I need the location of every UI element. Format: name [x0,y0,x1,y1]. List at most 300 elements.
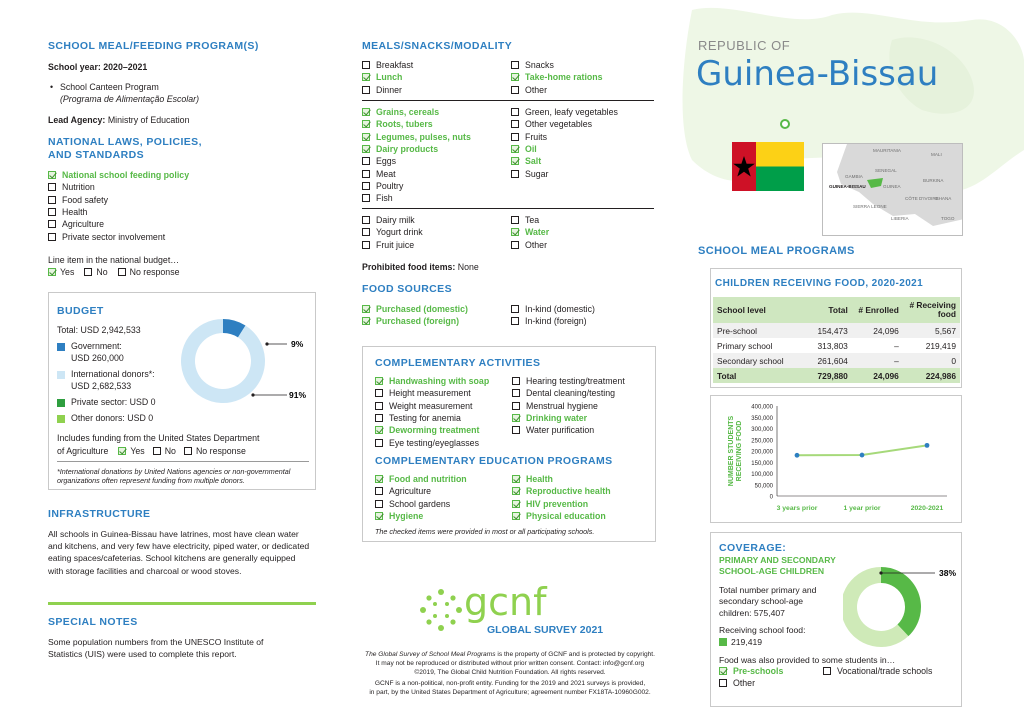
education-label: Physical education [526,511,606,522]
usda-no[interactable] [153,445,176,457]
education-left [375,473,467,522]
food-label: Green, leafy vegetables [525,107,618,118]
budget-legend-value: USD 260,000 [71,352,124,363]
checkbox-icon[interactable] [362,228,370,236]
checkbox-icon[interactable] [153,447,161,455]
budget-donut [181,309,313,413]
credits [350,651,670,698]
checkbox-icon[interactable] [375,487,383,495]
checkbox-icon[interactable] [362,241,370,249]
usda-row [57,445,246,457]
checkbox-icon[interactable] [512,512,520,520]
also-other[interactable] [719,677,783,689]
budget-legend-item [57,369,155,392]
legend-swatch [57,415,65,423]
coverage-swatch [719,638,727,646]
activity-label: Handwashing with soap [389,376,490,387]
program-bullet: • [50,82,54,92]
activity-hearing-testing-treatment[interactable] [512,375,625,387]
coverage-total-3: children: 575,407 [719,607,785,618]
law-label: Agriculture [62,219,105,230]
total-enrolled: 24,096 [852,368,903,383]
budget-leader-dot-intl [251,393,254,396]
complementary-box [362,346,656,542]
credits-line-4: GCNF is a non-political, non-profit entity. Funding for the 2019 and 2021 surveys is provided, [374,680,646,688]
activity-label: Drinking water [526,413,588,424]
food-salt[interactable] [511,155,618,167]
meals-group-2-right [511,106,618,180]
gcnf-logo-subtitle: GLOBAL SURVEY 2021 [487,624,604,636]
lead-agency-label: Lead Agency: [48,115,106,125]
source-in-kind-foreign[interactable] [511,315,595,327]
meal-label: Other [525,84,548,95]
students-line-chart [711,396,961,522]
data-point [860,453,865,458]
drink-label: Water [525,227,550,238]
credits-line-1-title: The Global Survey of School Meal Programs [365,651,496,658]
table-cell: 24,096 [852,323,903,338]
budget-line-options [48,266,180,278]
checkbox-icon[interactable] [375,439,383,447]
col-enrolled: # Enrolled [852,297,903,323]
infrastructure-heading: INFRASTRUCTURE [48,508,151,520]
food-meat[interactable] [362,167,471,179]
drink-fruit-juice[interactable] [362,239,423,251]
meal-other[interactable] [511,84,603,96]
food-label: Legumes, pulses, nuts [376,131,471,142]
activity-drinking-water[interactable] [512,412,625,424]
meal-snacks[interactable] [511,59,603,71]
gcnf-logo-word: gcnf [464,580,547,624]
education-health[interactable] [512,473,611,485]
food-dairy-products[interactable] [362,143,471,155]
coverage-also-right [823,665,932,677]
budget-divider [57,461,309,462]
school-year [48,62,147,72]
budget-legend-item [57,341,124,364]
education-heading: COMPLEMENTARY EDUCATION PROGRAMS [375,455,613,467]
checkbox-icon[interactable] [511,157,519,165]
meal-label: Snacks [525,60,554,71]
checkbox-icon[interactable] [118,268,126,276]
gcnf-logo-icon [418,588,464,632]
usda-yes[interactable] [118,445,144,457]
checkbox-icon[interactable] [362,61,370,69]
drink-yogurt-drink[interactable] [362,226,423,238]
prohibited-value: None [457,262,479,272]
checkbox-icon[interactable] [48,183,56,191]
activity-water-purification[interactable] [512,424,625,436]
infrastructure-text: All schools in Guinea-Bissau have latrines, most have clean water and kitchens, and very few have electricity, piped water, or dedicated eating spaces/cafeterias. School kitchens are generally equipped with storage facilities and charcoal or wood stoves. [48,529,310,576]
checkbox-icon[interactable] [512,475,520,483]
budget-legend-label: International donors*: [71,369,155,379]
activity-label: Testing for anemia [389,413,461,424]
checkbox-icon[interactable] [512,500,520,508]
meal-label: Lunch [376,72,403,83]
checkbox-icon[interactable] [48,208,56,216]
map-label: LIBERIA [891,216,909,221]
law-food-safety[interactable] [48,194,308,206]
drink-label: Fruit juice [376,239,415,250]
coverage-receiving-label: Receiving school food: [719,625,806,635]
checkbox-icon[interactable] [375,377,383,385]
checkbox-icon[interactable] [362,157,370,165]
checkbox-icon[interactable] [375,426,383,434]
map-label: SENEGAL [875,168,897,173]
education-food-and-nutrition[interactable] [375,473,467,485]
checkbox-icon[interactable] [375,402,383,410]
checkbox-icon[interactable] [362,182,370,190]
checkbox-icon[interactable] [375,512,383,520]
checkbox-icon[interactable] [719,667,727,675]
table-cell: – [894,340,899,351]
law-label: Health [62,207,88,218]
checkbox-icon[interactable] [823,667,831,675]
source-purchased-domestic[interactable] [362,303,468,315]
laws-heading [48,136,202,162]
country-name: Guinea-Bissau [696,54,939,94]
source-label: Purchased (domestic) [376,304,468,315]
checkbox-icon[interactable] [375,500,383,508]
programs-heading: SCHOOL MEAL PROGRAMS [698,245,855,257]
coverage-leader-dot [879,571,882,574]
data-point [925,443,930,448]
total-label: Total [713,368,801,383]
education-agriculture[interactable] [375,485,467,497]
food-label: Fruits [525,131,547,142]
law-agriculture[interactable] [48,218,308,230]
checkbox-icon[interactable] [362,145,370,153]
budget-legend-value: USD 2,682,533 [71,380,132,391]
also-pre-schools[interactable] [719,665,783,677]
food-other-vegetables[interactable] [511,118,618,130]
complementary-heading: COMPLEMENTARY ACTIVITIES [375,357,541,369]
coverage-also-text: Food was also provided to some students in… [719,655,896,665]
y-tick-label: 300,000 [751,427,773,433]
meals-group-2-left [362,106,471,204]
map-label: TOGO [941,216,955,221]
activity-label: Height measurement [389,388,471,399]
drink-dairy-milk[interactable] [362,214,423,226]
checkbox-icon[interactable] [362,194,370,202]
total-receiving: 224,986 [903,368,960,383]
sources-left [362,303,468,328]
checkbox-icon[interactable] [362,170,370,178]
food-legumes-pulses-nuts[interactable] [362,131,471,143]
table-cell: Primary school [717,340,773,351]
budget-legend-item [57,397,156,409]
checkbox-icon[interactable] [362,216,370,224]
checkbox-icon[interactable] [48,233,56,241]
activity-deworming-treatment[interactable] [375,424,489,436]
law-label: Private sector involvement [62,231,166,242]
coverage-percent: 38% [939,568,957,578]
food-grains-cereals[interactable] [362,106,471,118]
y-tick-label: 250,000 [751,438,773,445]
checkbox-icon[interactable] [48,220,56,228]
donut-slice-international [181,319,265,403]
education-physical-education[interactable] [512,510,611,522]
laws-list [48,169,308,243]
usda-label: No [164,446,176,457]
complementary-right [512,375,625,436]
green-rule [48,602,316,605]
table-cell: 154,473 [801,323,852,338]
law-health[interactable] [48,206,308,218]
food-fruits[interactable] [511,131,618,143]
checkbox-icon[interactable] [48,268,56,276]
col-receiving: # Receiving food [903,297,960,323]
activity-label: Menstrual hygiene [526,400,598,411]
checkbox-icon[interactable] [48,196,56,204]
law-national-school-feeding-policy[interactable] [48,169,308,181]
coverage-total-2: secondary school-age [719,596,804,607]
budget-footnote: *International donations by United Nations agencies or non-governmental organizations often represent funding from multiple donors. [57,467,291,486]
checkbox-icon[interactable] [511,216,519,224]
checkbox-icon[interactable] [512,389,520,397]
activity-label: Weight measurement [389,400,473,411]
budget-line-no-response[interactable] [118,266,180,278]
checkbox-icon[interactable] [84,268,92,276]
education-reproductive-health[interactable] [512,485,611,497]
food-oil[interactable] [511,143,618,155]
activity-label: Deworming treatment [389,425,480,436]
meal-take-home-rations[interactable] [511,71,603,83]
coverage-donut [843,561,961,653]
legend-swatch [57,371,65,379]
locator-map-shapes [823,144,963,236]
checkbox-icon[interactable] [719,679,727,687]
checkbox-icon[interactable] [362,317,370,325]
table-header-row [713,297,960,323]
table-cell: 261,604 [801,353,852,368]
table-cell: Secondary school [713,353,801,368]
checkbox-icon[interactable] [48,171,56,179]
coverage-subheading [719,555,836,577]
source-label: Purchased (foreign) [376,316,460,327]
food-roots-tubers[interactable] [362,118,471,130]
activity-label: Dental cleaning/testing [526,388,616,399]
law-nutrition[interactable] [48,181,308,193]
usda-no-response[interactable] [184,445,246,457]
budget-heading: BUDGET [57,305,104,317]
program-name: School Canteen Program [60,82,159,92]
col-school-level: School level [713,297,801,323]
checkbox-icon[interactable] [511,317,519,325]
col-total: Total [801,297,852,323]
table-cell: – [852,353,903,368]
x-tick-label: 1 year prior [843,505,881,512]
budget-legend-item [57,413,153,425]
education-school-gardens[interactable] [375,498,467,510]
checkbox-icon[interactable] [375,414,383,422]
x-tick-label: 3 years prior [776,505,818,512]
checkbox-icon[interactable] [362,120,370,128]
table-row [713,353,960,368]
credits-line-3: ©2019, The Global Child Nutrition Foundation. All rights reserved. [414,668,606,676]
also-label: Vocational/trade schools [837,666,933,677]
meal-dinner[interactable] [362,84,413,96]
law-label: Nutrition [62,182,95,193]
activity-weight-measurement[interactable] [375,400,489,412]
map-label: GHANA [935,196,952,201]
activity-height-measurement[interactable] [375,387,489,399]
checkbox-icon[interactable] [512,402,520,410]
budget-line-yes[interactable] [48,266,74,278]
also-vocational-trade-schools[interactable] [823,665,932,677]
budget-line-label: Yes [60,267,75,278]
food-label: Roots, tubers [376,119,433,130]
drink-tea[interactable] [511,214,549,226]
coverage-total [719,585,816,619]
checkbox-icon[interactable] [375,475,383,483]
also-label: Pre-schools [733,666,784,677]
checkbox-icon[interactable] [511,73,519,81]
checkbox-icon[interactable] [511,241,519,249]
checkbox-icon[interactable] [375,389,383,397]
checkbox-icon[interactable] [118,447,126,455]
map-label: GAMBIA [845,174,863,179]
program-heading: SCHOOL MEAL/FEEDING PROGRAM(S) [48,40,259,52]
x-tick-label: 2020-2021 [910,505,944,512]
food-label: Poultry [376,180,404,191]
y-tick-label: 50,000 [754,483,773,490]
table-cell: 5,567 [903,323,960,338]
activity-testing-for-anemia[interactable] [375,412,489,424]
law-label: Food safety [62,194,108,205]
activity-eye-testing-eyeglasses[interactable] [375,436,489,448]
coverage-receiving [719,637,762,647]
drink-label: Tea [525,215,540,226]
map-label: MAURITANIA [873,148,901,153]
law-label: National school feeding policy [62,170,190,181]
source-in-kind-domestic[interactable] [511,303,595,315]
meals-divider-1 [362,100,654,101]
food-green-leafy-vegetables[interactable] [511,106,618,118]
prohibited-items [362,262,479,272]
activity-handwashing-with-soap[interactable] [375,375,489,387]
meal-label: Breakfast [376,60,414,71]
checkbox-icon[interactable] [362,108,370,116]
y-tick-label: 400,000 [751,404,773,411]
meals-divider-2 [362,208,654,209]
meals-heading: MEALS/SNACKS/MODALITY [362,40,513,52]
checkbox-icon[interactable] [362,73,370,81]
y-tick-label: 0 [769,494,773,501]
education-hiv-prevention[interactable] [512,498,611,510]
source-purchased-foreign[interactable] [362,315,468,327]
food-poultry[interactable] [362,180,471,192]
flag-icon [732,142,804,191]
food-label: Meat [376,168,396,179]
usda-text-2: of Agriculture [57,446,109,457]
map-label: GUINEA-BISSAU [829,184,866,189]
table-heading: CHILDREN RECEIVING FOOD, 2020-2021 [715,278,924,289]
checkbox-icon[interactable] [511,145,519,153]
usda-text-1: Includes funding from the United States Department [57,433,260,443]
checkbox-icon[interactable] [512,487,520,495]
complementary-footnote: The checked items were provided in most or all participating schools. [375,527,595,536]
table-cell: 219,419 [925,340,956,351]
meal-breakfast[interactable] [362,59,413,71]
budget-line-label: No response [129,267,180,278]
education-label: School gardens [389,498,451,509]
checkbox-icon[interactable] [362,133,370,141]
credits-line-5: in part, by the United States Department of Agriculture; agreement number FX18TA-10960G002. [369,689,651,697]
checkbox-icon[interactable] [511,61,519,69]
education-right [512,473,611,522]
meal-lunch[interactable] [362,71,413,83]
y-tick-label: 350,000 [751,415,773,422]
laws-heading-line-2: AND STANDARDS [48,149,145,161]
credits-line-2: It may not be reproduced or distributed without prior written consent. Contact: info@gcnf.org [375,659,645,667]
budget-label-intl: 91% [289,390,307,400]
checkbox-icon[interactable] [362,86,370,94]
also-label: Other [733,678,756,689]
coverage-box [710,532,962,707]
sources-heading: FOOD SOURCES [362,283,452,295]
y-tick-label: 200,000 [751,449,773,456]
food-fish[interactable] [362,192,471,204]
checkbox-icon[interactable] [511,170,519,178]
usda-label: Yes [130,446,145,457]
notes-text: Some population numbers from the UNESCO Institute of Statistics (UIS) were used to complete this report. [48,637,264,660]
y-tick-label: 100,000 [751,472,773,478]
checkbox-icon[interactable] [511,86,519,94]
meal-label: Take-home rations [525,72,603,83]
food-sugar[interactable] [511,167,618,179]
law-private-sector-involvement[interactable] [48,230,308,242]
education-label: Agriculture [389,486,432,497]
education-label: Hygiene [389,511,424,522]
y-tick-label: 150,000 [751,460,773,467]
checkbox-icon[interactable] [362,305,370,313]
meals-group-3-right [511,214,549,251]
checkbox-icon[interactable] [512,377,520,385]
checkbox-icon[interactable] [511,133,519,141]
checkbox-icon[interactable] [184,447,192,455]
budget-total: Total: USD 2,942,533 [57,325,141,335]
checkbox-icon[interactable] [511,108,519,116]
checkbox-icon[interactable] [511,228,519,236]
budget-line-no[interactable] [84,266,107,278]
drink-water[interactable] [511,226,549,238]
checkbox-icon[interactable] [512,426,520,434]
lead-agency-value: Ministry of Education [107,115,190,125]
checkbox-icon[interactable] [511,120,519,128]
budget-line-label: No [96,267,108,278]
activity-dental-cleaning-testing[interactable] [512,387,625,399]
credits-line-1 [350,651,670,660]
food-label: Other vegetables [525,119,592,130]
checkbox-icon[interactable] [512,414,520,422]
checkbox-icon[interactable] [511,305,519,313]
budget-box [48,292,316,490]
education-hygiene[interactable] [375,510,467,522]
drink-other[interactable] [511,239,549,251]
usda-options [118,445,246,457]
food-label: Sugar [525,168,549,179]
map-label: MALI [931,152,942,157]
table-cell: Pre-school [713,323,801,338]
food-eggs[interactable] [362,155,471,167]
coverage-receiving-value: 219,419 [731,637,763,647]
budget-legend-label: Private sector: USD 0 [71,397,156,407]
budget-label-gov: 9% [291,339,304,349]
table-row [713,338,960,353]
table-row [713,323,960,338]
activity-menstrual-hygiene[interactable] [512,400,625,412]
